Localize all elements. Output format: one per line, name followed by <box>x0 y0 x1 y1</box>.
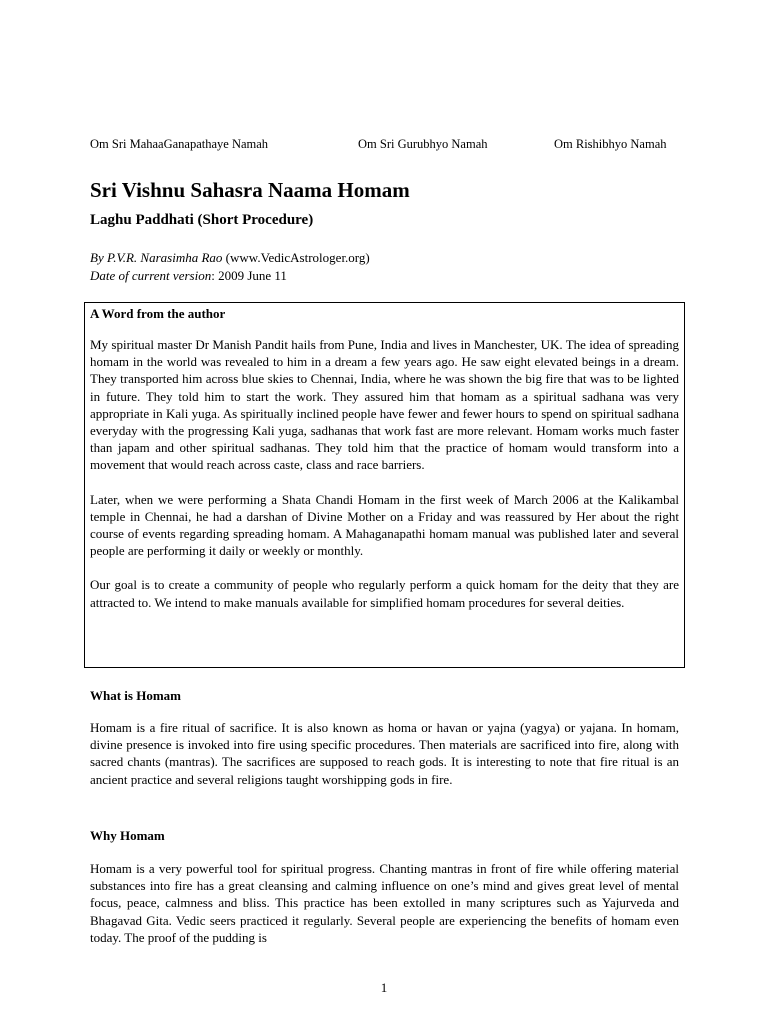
author-note-paragraph-2: Later, when we were performing a Shata Chandi Homam in the first week of March 2006 at the Kalikambal temple in Chennai, he had a darshan of Divine Mother on a Friday and was reassured by Her about the right course of events regarding spreading homam. A Mahaganapathi homam manual was published later and several people are performing it daily or weekly or monthly. <box>90 491 679 559</box>
author-line <box>90 249 370 267</box>
author-note-paragraph-1: My spiritual master Dr Manish Pandit hails from Pune, India and lives in Manchester, UK. The idea of spreading homam in the world was revealed to him in a dream a few years ago. He saw eight elevated beings in a dream. They transported him across blue skies to Chennai, India, where he was shown the big fire that was to be lighted in future. They told him to start the work. They assured him that homam as a spiritual sadhana was very appropriate in Kali yuga. As spiritually inclined people have fewer and fewer hours to spend on spiritual sadhana everyday with the progressing Kali yuga, sadhanas that work fast are more relevant. Homam works much faster than japam and other spiritual sadhanas. They told him that the practice of homam would transform into a movement that would reach across caste, class and race barriers. <box>90 337 679 473</box>
author-name: By P.V.R. Narasimha Rao <box>90 250 223 265</box>
section-what-is-homam <box>90 687 679 788</box>
section-text-what-is-homam: Homam is a fire ritual of sacrifice. It is also known as homa or havan or yajna (yagya) or yajana. In homam, divine presence is invoked into fire using specific procedures. Then materials are sacrificed into fire, along with sacred chants (mantras). The sacrifices are supposed to reach gods. It is interesting to note that fire ritual is an ancient practice and several religions taught worshipping gods in fire. <box>90 720 679 787</box>
document-subtitle: Laghu Paddhati (Short Procedure) <box>90 212 314 228</box>
invocation-rishi: Om Rishibhyo Namah <box>554 137 667 151</box>
invocation-header <box>90 137 680 155</box>
page-number: 1 <box>380 980 388 995</box>
author-note-heading: A Word from the author <box>90 306 226 321</box>
section-heading-what-is-homam: What is Homam <box>90 688 181 703</box>
version-date: : 2009 June 11 <box>211 268 287 283</box>
section-text-why-homam: Homam is a very powerful tool for spiritual progress. Chanting mantras in front of fire while offering material substances into fire has a great cleansing and calming influence on one’s mind and gives great level of mental focus, peace, calmness and bliss. This practice has been extolled in many scriptures such as Yajurveda and Bhagavad Gita. Vedic seers practiced it regularly. Several people are experiencing the benefits of homam even today. The proof of the pudding is <box>90 861 679 945</box>
author-note-box <box>84 302 685 668</box>
invocation-ganapathi: Om Sri MahaaGanapathaye Namah <box>90 137 269 151</box>
version-line <box>90 267 370 285</box>
section-why-homam <box>90 827 679 946</box>
byline <box>90 249 370 285</box>
section-heading-why-homam: Why Homam <box>90 828 165 843</box>
version-label: Date of current version <box>90 268 212 283</box>
author-website: (www.VedicAstrologer.org) <box>222 250 370 265</box>
document-title: Sri Vishnu Sahasra Naama Homam <box>90 178 410 202</box>
invocation-guru: Om Sri Gurubhyo Namah <box>358 137 488 151</box>
author-note-paragraph-3: Our goal is to create a community of people who regularly perform a quick homam for the deity that they are attracted to. We intend to make manuals available for simplified homam procedures for several deities. <box>90 577 679 610</box>
